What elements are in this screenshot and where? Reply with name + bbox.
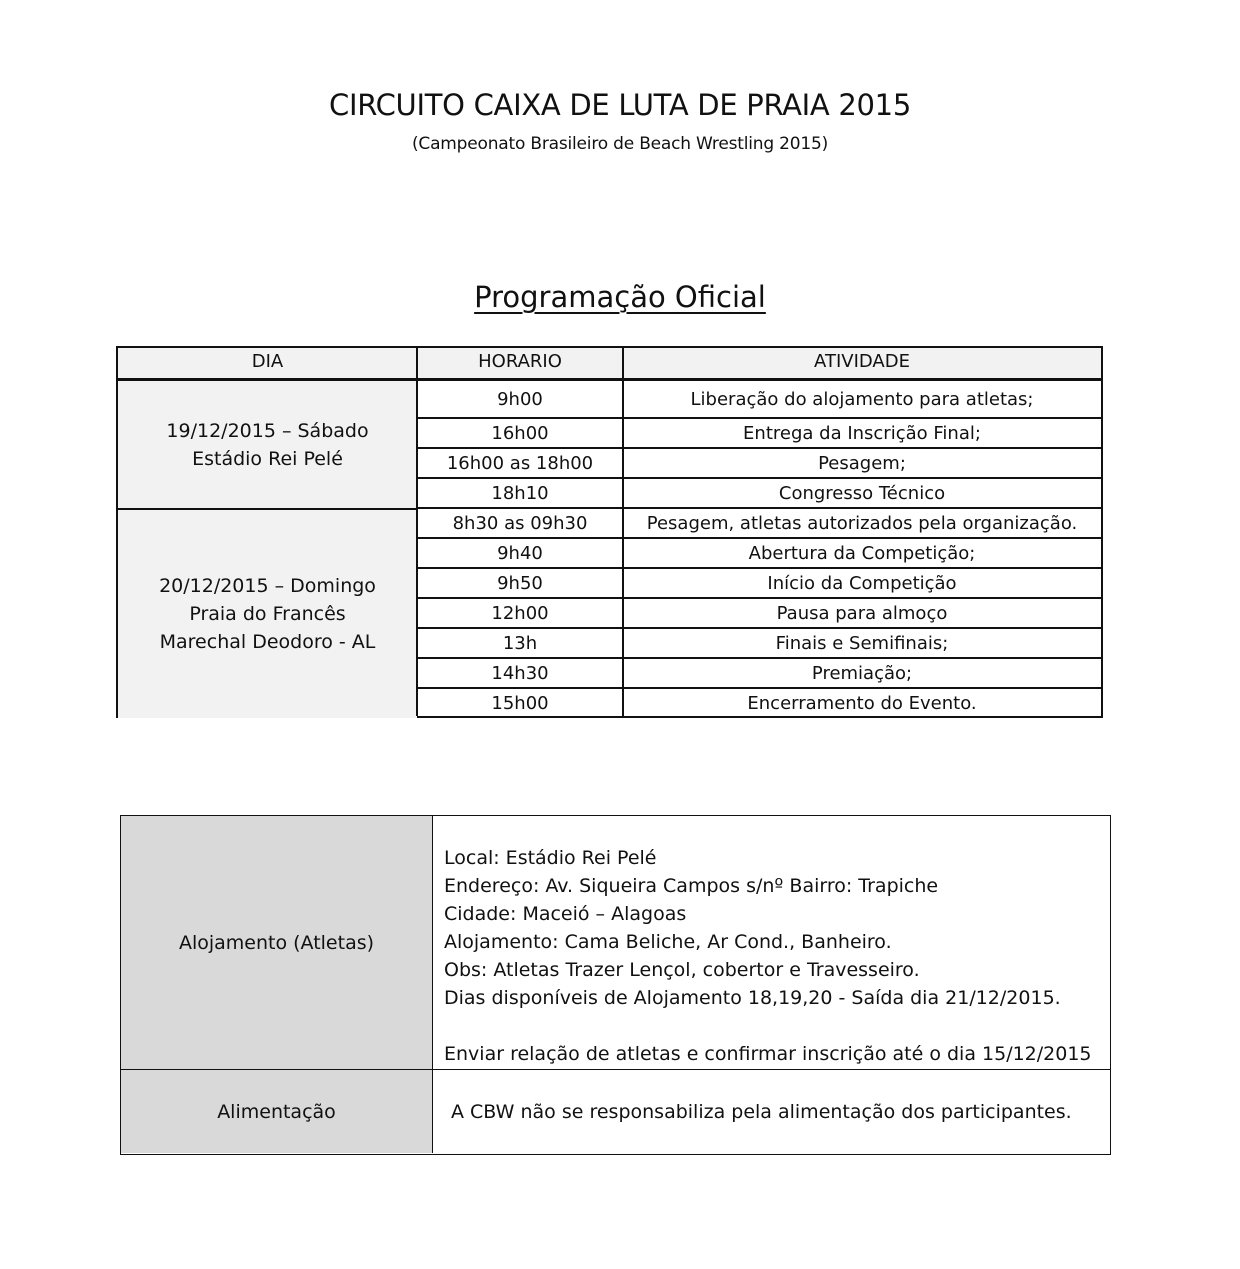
row-activity: Congresso Técnico xyxy=(778,482,946,504)
table-row xyxy=(417,629,1101,659)
lodging-line xyxy=(444,1012,1092,1040)
lodging-line: Cidade: Maceió – Alagoas xyxy=(444,903,687,925)
day-cell-1 xyxy=(118,381,417,508)
lodging-line: Dias disponíveis de Alojamento 18,19,20 - Saída dia 21/12/2015. xyxy=(444,987,1061,1009)
food-details xyxy=(433,1070,1110,1153)
lodging-details xyxy=(433,816,1110,1069)
row-time: 9h00 xyxy=(497,388,543,410)
day-1-date: 19/12/2015 – Sábado xyxy=(166,419,369,442)
day-2-date: 20/12/2015 – Domingo xyxy=(159,575,376,597)
table-row xyxy=(417,569,1101,599)
row-time: 15h00 xyxy=(491,693,549,714)
row-activity: Premiação; xyxy=(811,662,913,684)
day-cell-2 xyxy=(118,510,417,718)
lodging-lines xyxy=(444,844,1092,1068)
row-time: 16h00 xyxy=(491,422,549,444)
row-time: 18h10 xyxy=(491,482,549,504)
schedule-header-row xyxy=(118,348,1101,381)
table-row xyxy=(417,659,1101,689)
table-row xyxy=(417,689,1101,718)
lodging-line: Enviar relação de atletas e confirmar inscrição até o dia 15/12/2015 xyxy=(444,1043,1092,1065)
row-activity: Entrega da Inscrição Final; xyxy=(743,422,981,444)
row-time: 9h40 xyxy=(497,542,543,564)
section-title-text: Programação Oficial xyxy=(474,280,766,314)
column-divider xyxy=(622,348,624,716)
lodging-line: Local: Estádio Rei Pelé xyxy=(444,847,657,869)
section-title xyxy=(0,280,1240,314)
schedule-table xyxy=(116,346,1103,718)
lodging-label: Alojamento (Atletas) xyxy=(121,816,433,1069)
row-activity: Abertura da Competição; xyxy=(748,542,976,564)
row-time: 13h xyxy=(502,632,538,654)
row-time: 9h50 xyxy=(497,572,543,594)
table-row xyxy=(417,509,1101,539)
lodging-line: Obs: Atletas Trazer Lençol, cobertor e Travesseiro. xyxy=(444,959,920,981)
row-time: 12h00 xyxy=(491,602,549,624)
row-activity: Pesagem; xyxy=(818,452,906,474)
day-1-venue: Estádio Rei Pelé xyxy=(192,447,343,470)
row-time: 8h30 as 09h30 xyxy=(452,512,588,534)
table-row xyxy=(417,479,1101,509)
day-2-city: Marechal Deodoro - AL xyxy=(159,631,376,653)
table-row xyxy=(417,449,1101,479)
lodging-line: Alojamento: Cama Beliche, Ar Cond., Banheiro. xyxy=(444,931,892,953)
row-time: 14h30 xyxy=(491,662,549,684)
row-activity: Liberação do alojamento para atletas; xyxy=(690,388,1034,410)
header-atividade: ATIVIDADE xyxy=(814,351,910,372)
table-row xyxy=(417,539,1101,569)
row-time: 16h00 as 18h00 xyxy=(446,452,594,474)
day-2-venue: Praia do Francês xyxy=(189,603,346,625)
food-label: Alimentação xyxy=(121,1070,433,1153)
row-activity: Pesagem, atletas autorizados pela organização. xyxy=(646,512,1078,534)
row-activity: Encerramento do Evento. xyxy=(747,693,977,714)
table-row xyxy=(417,419,1101,449)
food-text: A CBW não se responsabiliza pela alimentação dos participantes. xyxy=(451,1100,1072,1123)
column-divider xyxy=(416,348,418,716)
header-horario: HORARIO xyxy=(478,351,562,372)
table-row xyxy=(417,381,1101,419)
document-subtitle: (Campeonato Brasileiro de Beach Wrestling 2015) xyxy=(411,134,829,154)
row-activity: Finais e Semifinais; xyxy=(775,632,949,654)
row-activity: Início da Competição xyxy=(767,572,957,594)
table-row xyxy=(417,599,1101,629)
row-activity: Pausa para almoço xyxy=(776,602,948,624)
header-dia: DIA xyxy=(251,351,284,372)
lodging-line: Endereço: Av. Siqueira Campos s/nº Bairro: Trapiche xyxy=(444,875,939,897)
document-title: CIRCUITO CAIXA DE LUTA DE PRAIA 2015 xyxy=(329,88,911,122)
info-table xyxy=(120,815,1111,1155)
